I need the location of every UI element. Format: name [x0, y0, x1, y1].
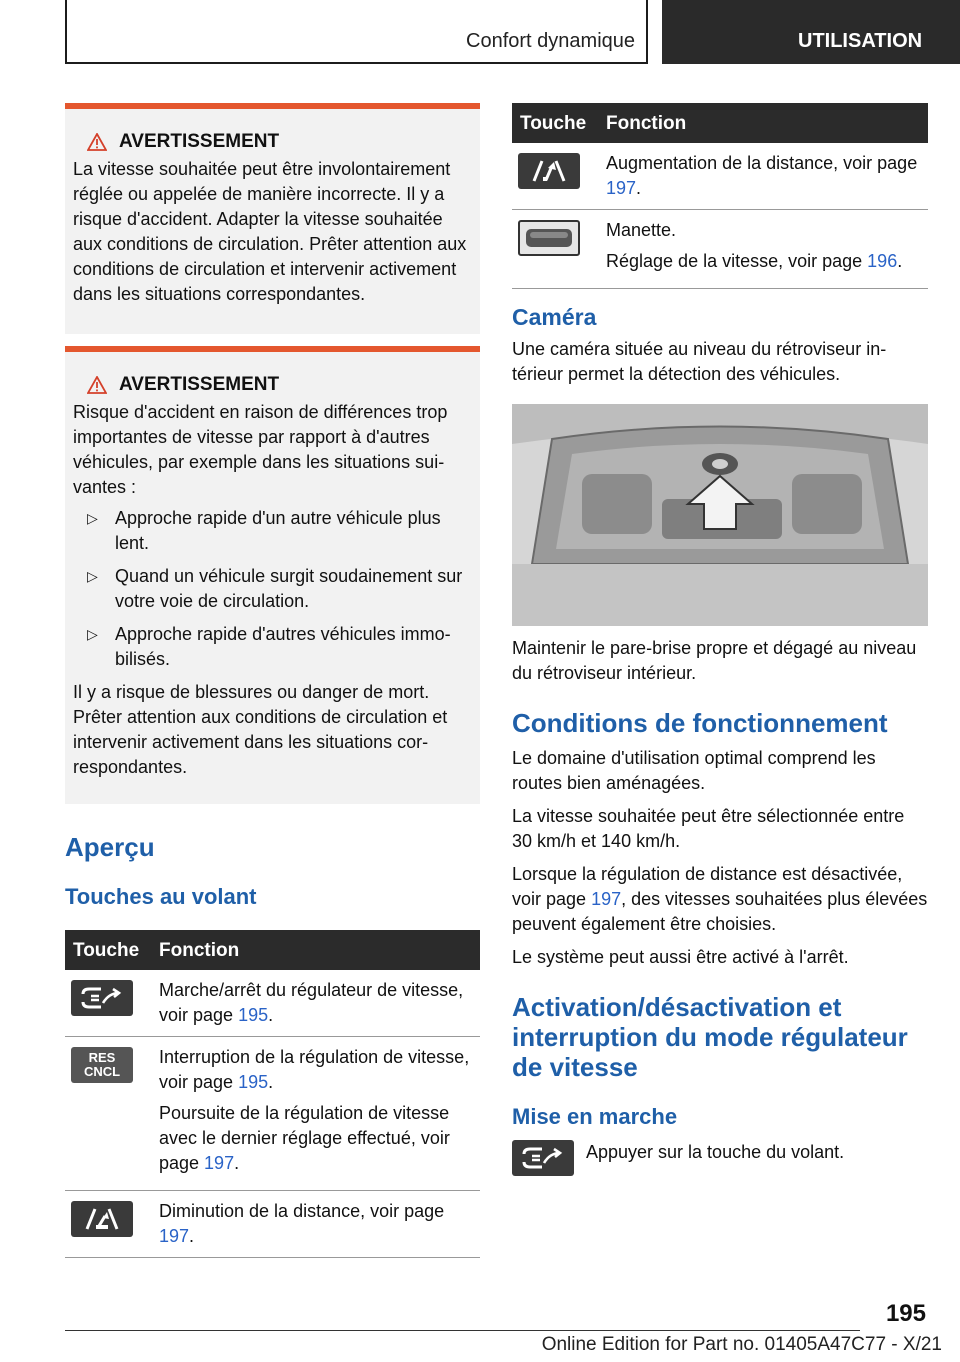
- list-item: ▷ Approche rapide d'autres véhicules immobilisés.: [87, 624, 451, 669]
- triangle-bullet-icon: ▷: [87, 568, 98, 584]
- keys-table-continued: [512, 103, 928, 289]
- res-cncl-icon: RES CNCL: [71, 1047, 133, 1083]
- table-row: Marche/arrêt du régulateur de vitesse, voir page 195.: [65, 970, 480, 1037]
- heading-activation: Activation/désactivation et interruption du mode régulateur de vitesse: [512, 992, 908, 1082]
- page-link[interactable]: 197: [159, 1226, 190, 1246]
- list-item: ▷ Approche rapide d'un autre véhicule plus lent.: [87, 508, 441, 553]
- conditions-p2: La vitesse souhaitée peut être sélectionnée entre 30 km/h et 140 km/h.: [512, 806, 905, 851]
- column-header-touche: Touche: [512, 103, 598, 143]
- camera-text: Une caméra située au niveau du rétroviseur intérieur permet la détection des véhicules.: [512, 339, 887, 384]
- column-header-fonction: Fonction: [598, 103, 928, 143]
- distance-decrease-icon: [71, 1201, 133, 1237]
- footer-divider: [65, 1330, 860, 1331]
- keys-table: [65, 930, 480, 1258]
- footer-edition: Online Edition for Part no. 01405A47C77 - X/21: [541, 1334, 942, 1355]
- heading-conditions: Conditions de fonctionnement: [512, 708, 888, 738]
- mise-en-marche-text: Appuyer sur la touche du volant.: [586, 1142, 845, 1162]
- page-link[interactable]: 195: [238, 1072, 269, 1092]
- list-item: ▷ Quand un véhicule surgit soudainement sur votre voie de circulation.: [87, 566, 463, 611]
- page-link[interactable]: 197: [606, 178, 637, 198]
- page-link[interactable]: 195: [238, 1005, 269, 1025]
- heading-camera: Caméra: [512, 304, 597, 330]
- rocker-switch-icon: [518, 220, 580, 256]
- section-title: Confort dynamique: [466, 30, 635, 52]
- heading-mise-en-marche: Mise en marche: [512, 1104, 678, 1129]
- triangle-bullet-icon: ▷: [87, 626, 98, 642]
- warning-text: La vitesse souhaitée peut être involontairement réglée ou appelée de manière incorrecte. Il y a risque d'accident. Adapter la vitesse souhaitée aux conditions de circulation. Prêter attention aux conditions de circulation et intervenir activement dans les situations correspondantes.: [73, 159, 467, 304]
- table-row: Diminution de la distance, voir page 197.: [65, 1191, 480, 1258]
- chapter-tab[interactable]: UTILISATION: [662, 0, 960, 64]
- column-header-touche: Touche: [65, 930, 151, 970]
- heading-apercu: Aperçu: [65, 832, 155, 862]
- distance-increase-icon: [518, 153, 580, 189]
- cruise-control-icon: [71, 980, 133, 1016]
- warning-outro: Il y a risque de blessures ou danger de mort. Prêter attention aux conditions de circulation et intervenir activement dans les situations correspondantes.: [73, 682, 448, 777]
- table-row: RES CNCL Interruption de la régulation de vitesse, voir page 195. Poursuite de la régulation de vitesse avec le dernier réglage effectué, voir page 197.: [65, 1037, 480, 1191]
- camera-illustration: [512, 404, 928, 626]
- warning-title: AVERTISSEMENT: [73, 129, 472, 154]
- page-link[interactable]: 197: [591, 889, 622, 909]
- triangle-bullet-icon: ▷: [87, 510, 98, 526]
- warning-triangle-icon: [87, 133, 107, 151]
- conditions-p4: Le système peut aussi être activé à l'arrêt.: [512, 947, 849, 967]
- warning-intro: Risque d'accident en raison de différences trop importantes de vitesse par rapport à d'autres véhicules, par exemple dans les situations suivantes :: [73, 402, 448, 497]
- conditions-p3: Lorsque la régulation de distance est désactivée, voir page 197, des vitesses souhaitées plus élevées peuvent également être choisies.: [512, 864, 928, 934]
- warning-title: AVERTISSEMENT: [73, 372, 472, 397]
- table-row: Manette. Réglage de la vitesse, voir page 196.: [512, 210, 928, 289]
- conditions-p1: Le domaine d'utilisation optimal comprend les routes bien aménagées.: [512, 748, 876, 793]
- warning-box-1: [65, 103, 480, 334]
- page-link[interactable]: 197: [204, 1153, 235, 1173]
- column-header-fonction: Fonction: [151, 930, 480, 970]
- page-number: 195: [885, 1300, 926, 1327]
- page-link[interactable]: 196: [867, 251, 898, 271]
- camera-caption: Maintenir le pare-brise propre et dégagé au niveau du rétroviseur intérieur.: [512, 638, 917, 683]
- warning-triangle-icon: [87, 376, 107, 394]
- heading-touches: Touches au volant: [65, 884, 257, 909]
- warning-box-2: [65, 346, 480, 804]
- cruise-control-icon: [512, 1140, 574, 1176]
- warning-list: [73, 506, 472, 672]
- table-row: Augmentation de la distance, voir page 197.: [512, 143, 928, 210]
- mise-en-marche-row: [512, 1140, 928, 1176]
